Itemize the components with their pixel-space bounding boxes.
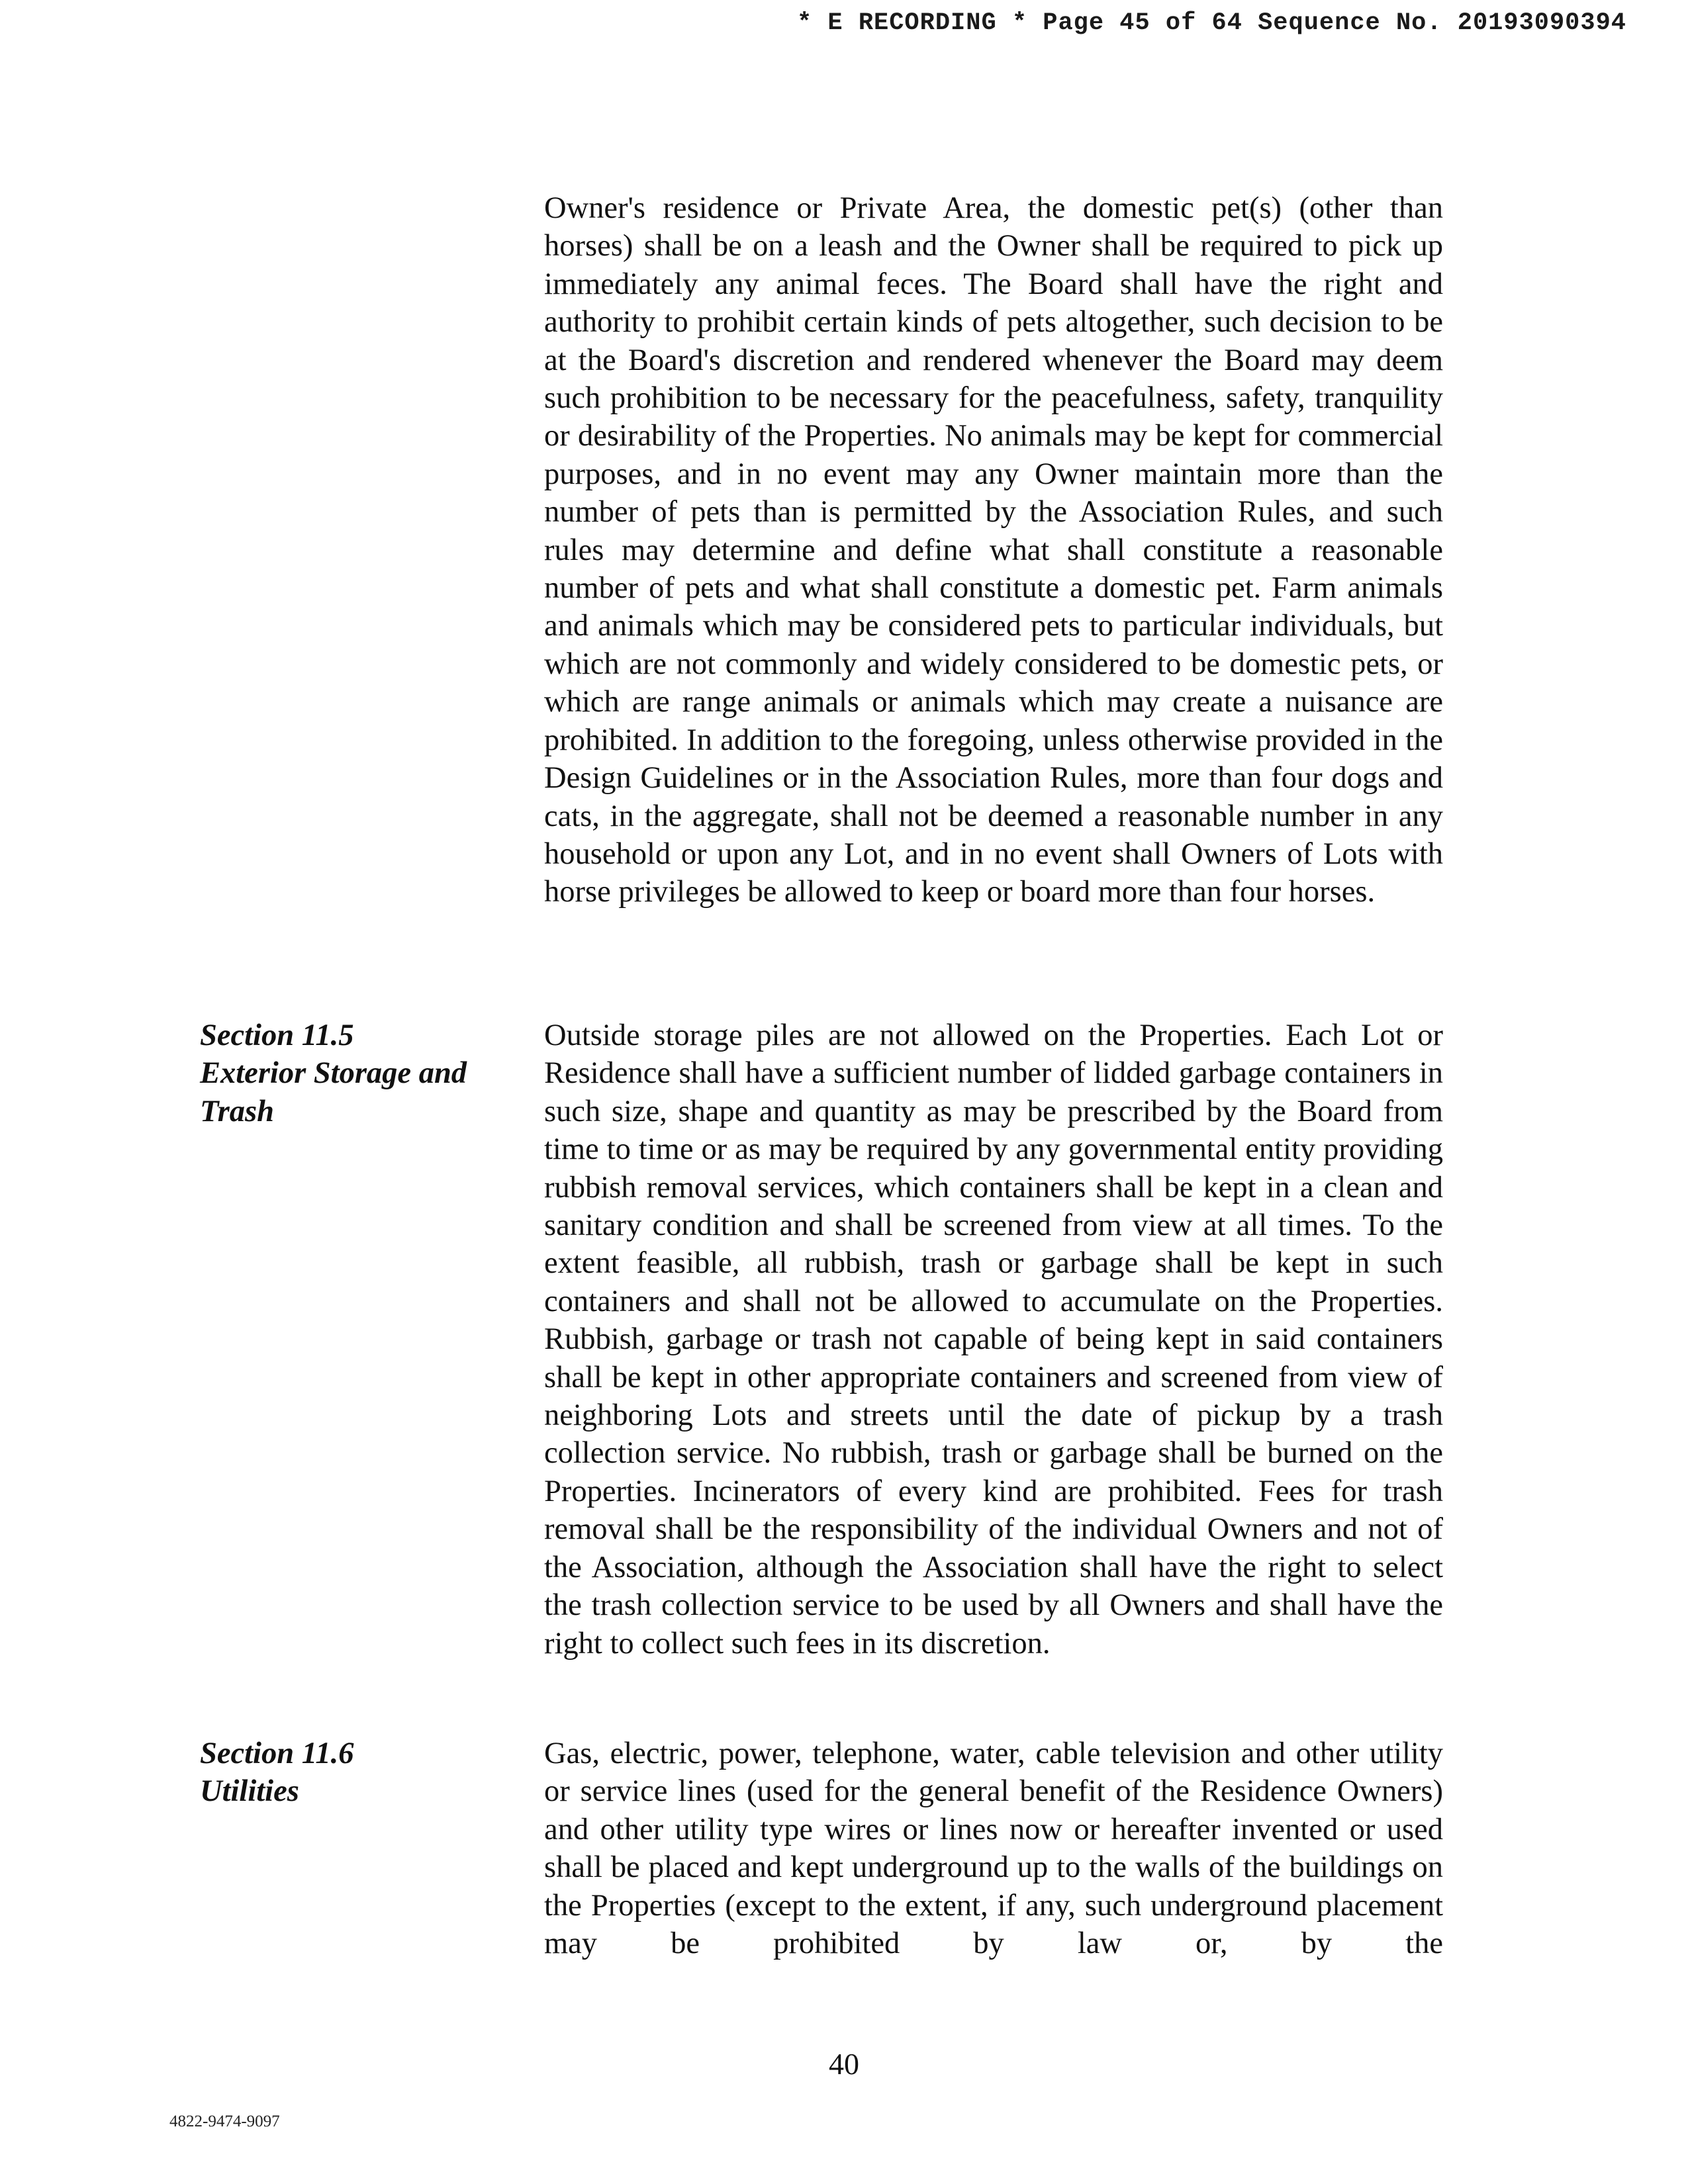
section-11-6-body: Gas, electric, power, telephone, water, cable television and other utility or service lines (used for the general benefit of the Residence Owners) and other utility type wires or lines now or hereafter invented or used shall be placed and kept underground up to the walls of the buildings on the Properties (except to the extent, if any, such underground placement may be prohibited by law or, by the xyxy=(544,1737,1443,1961)
section-11-5-heading xyxy=(200,1017,511,1130)
section-number: Section 11.5 xyxy=(200,1019,354,1052)
section-title-line: Utilities xyxy=(200,1774,299,1809)
section-title-line: Exterior Storage and xyxy=(200,1056,467,1091)
section-number: Section 11.6 xyxy=(200,1737,354,1770)
document-id: 4822-9474-9097 xyxy=(169,2113,280,2130)
section-11-6-heading xyxy=(200,1735,511,1811)
section-11-4-continued-text: Owner's residence or Private Area, the domestic pet(s) (other than horses) shall be on a leash and the Owner shall be required to pick up immediately any animal feces. The Board shall have the right and authority to prohibit certain kinds of pets altogether, such decision to be at the Board's discretion and rendered whenever the Board may deem such prohibition to be necessary for the peacefulness, safety, tranquility or desirability of the Properties. No animals may be kept for commercial purposes, and in no event may any Owner maintain more than the number of pets than is permitted by the Association Rules, and such rules may determine and define what shall constitute a reasonable number of pets and what shall constitute a domestic pet. Farm animals and animals which may be considered pets to particular individuals, but which are not commonly and widely considered to be domestic pets, or which are range animals or animals which may create a nuisance are prohibited. In addition to the foregoing, unless otherwise provided in the Design Guidelines or in the Association Rules, more than four dogs and cats, in the aggregate, shall not be deemed a reasonable number in any household or upon any Lot, and in no event shall Owners of Lots with horse privileges be allowed to keep or board more than four horses. xyxy=(544,191,1443,909)
section-title-line: Trash xyxy=(200,1094,274,1128)
page-number: 40 xyxy=(829,2047,859,2081)
recording-stamp: * E RECORDING * Page 45 of 64 Sequence No. 20193090394 xyxy=(797,9,1626,37)
section-11-5-body: Outside storage piles are not allowed on the Properties. Each Lot or Residence shall have a sufficient number of lidded garbage containers in such size, shape and quantity as may be prescribed by the Board from time to time or as may be required by any governmental entity providing rubbish removal services, which containers shall be kept in a clean and sanitary condition and shall be screened from view at all times. To the extent feasible, all rubbish, trash or garbage shall be kept in such containers and shall not be allowed to accumulate on the Properties. Rubbish, garbage or trash not capable of being kept in said containers shall be kept in other appropriate containers and screened from view of neighboring Lots and streets until the date of pickup by a trash collection service. No rubbish, trash or garbage shall be burned on the Properties. Incinerators of every kind are prohibited. Fees for trash removal shall be the responsibility of the individual Owners and not of the Association, although the Association shall have the right to select the trash collection service to be used by all Owners and shall have the right to collect such fees in its discretion. xyxy=(544,1019,1443,1661)
